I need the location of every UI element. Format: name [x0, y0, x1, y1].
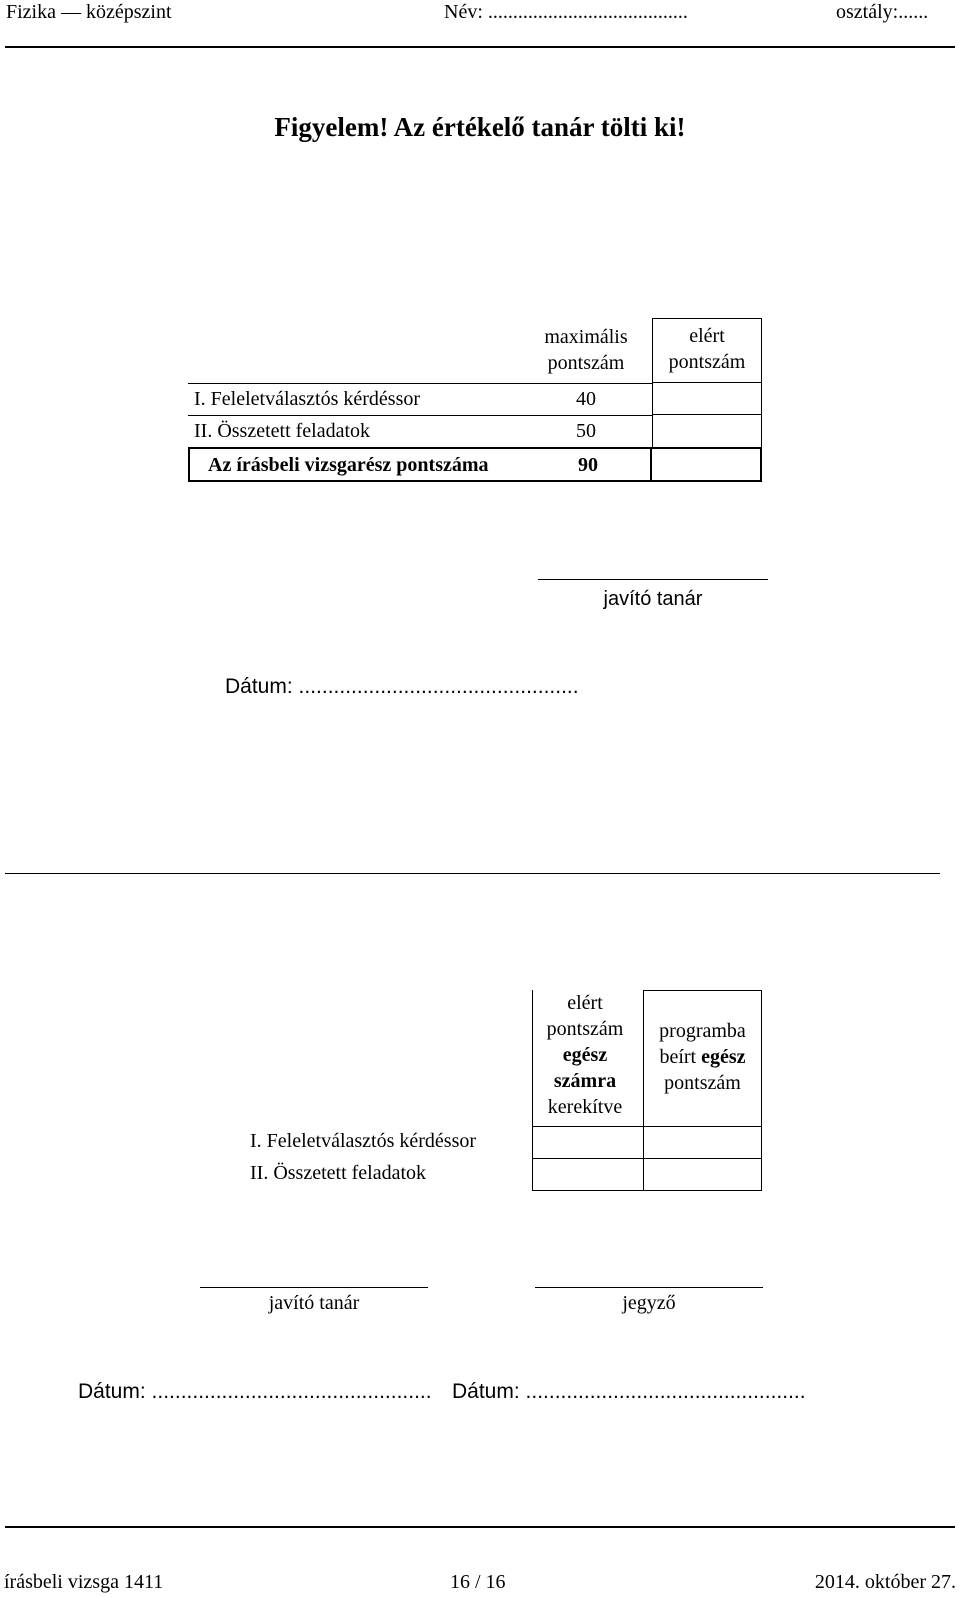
reached-cell[interactable]: [652, 383, 762, 415]
rounded-cell[interactable]: [532, 1158, 643, 1191]
header-name-field: Név: ........................................: [444, 1, 688, 23]
col-header-rounded-line5: kerekítve: [547, 1096, 623, 1118]
teacher-signature-line: [200, 1287, 428, 1288]
col-header-program-line1: programba: [659, 1020, 746, 1042]
table-row-label: II. Összetett feladatok: [250, 1162, 427, 1184]
header-class-field: osztály:......: [836, 1, 929, 23]
total-row: [188, 447, 652, 482]
page-heading: Figyelem! Az értékelő tanár tölti ki!: [274, 112, 686, 142]
col-header-reached-line1: elért: [689, 325, 725, 347]
col-header-rounded-line3: egész: [562, 1044, 608, 1066]
col-header-max-line2: pontszám: [547, 352, 625, 374]
date-field[interactable]: Dátum: ................................................: [225, 675, 579, 698]
col-header-reached-line2: pontszám: [668, 351, 746, 373]
table-row: [188, 415, 652, 447]
col-header-program-line2b: egész: [701, 1046, 746, 1068]
notary-signature-label: jegyző: [622, 1292, 676, 1314]
col-header-max: [530, 324, 642, 380]
row-label: I. Feleletválasztós kérdéssor: [194, 388, 421, 410]
program-cell[interactable]: [643, 1126, 762, 1158]
col-header-max-line1: maximális: [544, 326, 628, 348]
footer-date: 2014. október 27.: [814, 1571, 956, 1593]
row-max-value: 40: [576, 388, 596, 410]
section-separator: [5, 873, 940, 874]
signature-label: javító tanár: [603, 588, 703, 610]
table-row-label: I. Feleletválasztós kérdéssor: [250, 1130, 477, 1152]
col-header-program-line3: pontszám: [664, 1072, 741, 1094]
header-rule: [5, 46, 955, 48]
rounded-score-table: [250, 990, 762, 1190]
header-subject: Fizika — középszint: [6, 1, 172, 23]
total-label: Az írásbeli vizsgarész pontszáma: [208, 454, 489, 476]
footer-exam-code: írásbeli vizsga 1411: [4, 1571, 164, 1593]
footer-page-number: 16 / 16: [450, 1571, 506, 1593]
row-max-value: 50: [576, 420, 596, 442]
col-header-program-line2a: beírt: [659, 1046, 702, 1068]
reached-cell[interactable]: [652, 415, 762, 447]
teacher-signature-label: javító tanár: [268, 1292, 360, 1314]
row-label: II. Összetett feladatok: [194, 420, 371, 442]
col-header-rounded-line1: elért: [567, 992, 603, 1014]
teacher-date-field[interactable]: Dátum: ................................................: [78, 1380, 432, 1403]
program-cell[interactable]: [643, 1158, 762, 1191]
notary-date-field[interactable]: Dátum: ................................................: [452, 1380, 806, 1403]
col-header-rounded-line2: pontszám: [546, 1018, 624, 1040]
notary-signature-line: [535, 1287, 763, 1288]
total-reached-cell[interactable]: [650, 447, 762, 482]
table-row: [188, 383, 652, 415]
footer-rule: [5, 1526, 955, 1528]
col-header-rounded-line4: számra: [553, 1070, 617, 1092]
col-header-reached: [652, 318, 762, 383]
total-max-value: 90: [578, 454, 598, 476]
col-header-rounded: [532, 990, 638, 1126]
signature-line: [538, 579, 768, 580]
rounded-cell[interactable]: [532, 1126, 643, 1158]
col-header-program: [643, 990, 762, 1127]
